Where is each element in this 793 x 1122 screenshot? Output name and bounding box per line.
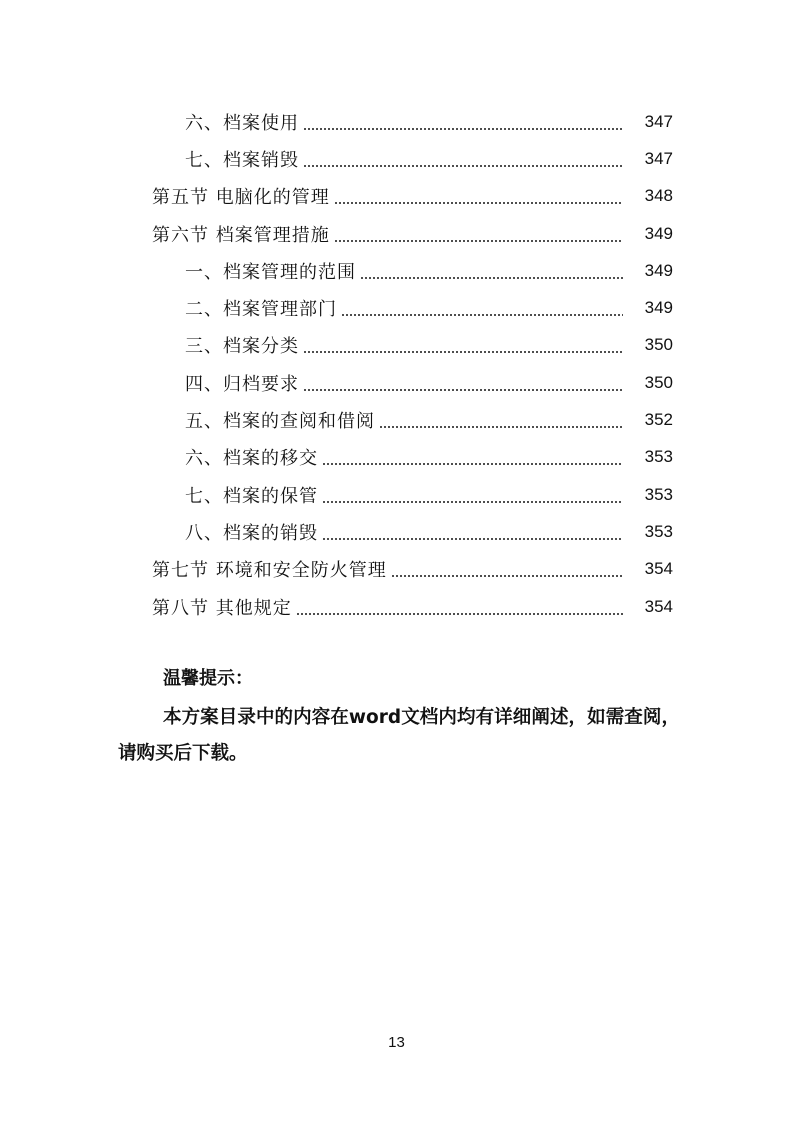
toc-entry[interactable] <box>0 551 793 588</box>
toc-page-number: 353 <box>644 447 673 467</box>
toc-entry-label: 四、归档要求 <box>185 373 299 395</box>
toc-entry[interactable] <box>0 289 793 326</box>
toc-page-number: 353 <box>644 484 673 504</box>
page-number: 13 <box>388 1034 405 1051</box>
toc-page-number: 354 <box>644 596 673 616</box>
toc-entry-label: 七、档案的保管 <box>185 485 318 507</box>
toc-entry-label: 第七节 环境和安全防火管理 <box>152 560 387 582</box>
toc-page-number: 350 <box>644 372 673 392</box>
toc-page-number: 347 <box>644 148 673 168</box>
toc-entry[interactable] <box>0 401 793 438</box>
toc-page-number: 347 <box>644 111 673 131</box>
toc-page-number: 349 <box>644 223 673 243</box>
toc-entry-label: 第五节 电脑化的管理 <box>152 187 330 209</box>
toc-entry-label: 八、档案的销毁 <box>185 522 318 544</box>
toc-dot-leader <box>334 240 623 242</box>
toc-dot-leader <box>334 202 623 204</box>
toc-page-number: 354 <box>644 559 673 579</box>
toc-entry[interactable] <box>0 588 793 625</box>
toc-dot-leader <box>322 463 623 465</box>
toc-page-number: 349 <box>644 298 673 318</box>
toc-entry[interactable] <box>0 513 793 550</box>
tip-body: 本方案目录中的内容在word文档内均有详细阐述，如需查阅，请购买后下载。 <box>118 707 680 764</box>
toc-dot-leader <box>360 277 623 279</box>
toc-page-number: 349 <box>644 260 673 280</box>
toc-entry[interactable] <box>0 140 793 177</box>
toc-dot-leader <box>322 538 623 540</box>
toc-page-number: 348 <box>644 186 673 206</box>
toc-entry[interactable] <box>0 103 793 140</box>
toc-entry-label: 六、档案的移交 <box>185 448 318 470</box>
toc-entry-label: 一、档案管理的范围 <box>185 261 356 283</box>
toc-dot-leader <box>379 426 623 428</box>
toc-dot-leader <box>341 314 623 316</box>
toc-entry-label: 第六节 档案管理措施 <box>152 224 330 246</box>
toc-entry-label: 二、档案管理部门 <box>185 299 337 321</box>
toc-dot-leader <box>303 128 623 130</box>
toc-dot-leader <box>303 351 623 353</box>
toc-entry-label: 五、档案的查阅和借阅 <box>185 411 375 433</box>
toc-entry[interactable] <box>0 178 793 215</box>
tip-title: 温馨提示： <box>163 668 253 689</box>
toc-dot-leader <box>322 501 623 503</box>
toc-entry[interactable] <box>0 439 793 476</box>
toc-page-number: 353 <box>644 521 673 541</box>
toc-dot-leader <box>303 389 623 391</box>
toc-entry[interactable] <box>0 364 793 401</box>
toc-entry[interactable] <box>0 476 793 513</box>
toc-dot-leader <box>296 613 623 615</box>
toc-page-number: 352 <box>644 410 673 430</box>
toc-entry-label: 六、档案使用 <box>185 112 299 134</box>
toc-entry-label: 第八节 其他规定 <box>152 597 292 619</box>
toc-entry[interactable] <box>0 215 793 252</box>
toc-entry[interactable] <box>0 252 793 289</box>
toc-dot-leader <box>391 575 623 577</box>
table-of-contents <box>0 103 793 625</box>
toc-entry[interactable] <box>0 327 793 364</box>
toc-entry-label: 七、档案销毁 <box>185 149 299 171</box>
toc-entry-label: 三、档案分类 <box>185 336 299 358</box>
toc-dot-leader <box>303 165 623 167</box>
toc-page-number: 350 <box>644 335 673 355</box>
